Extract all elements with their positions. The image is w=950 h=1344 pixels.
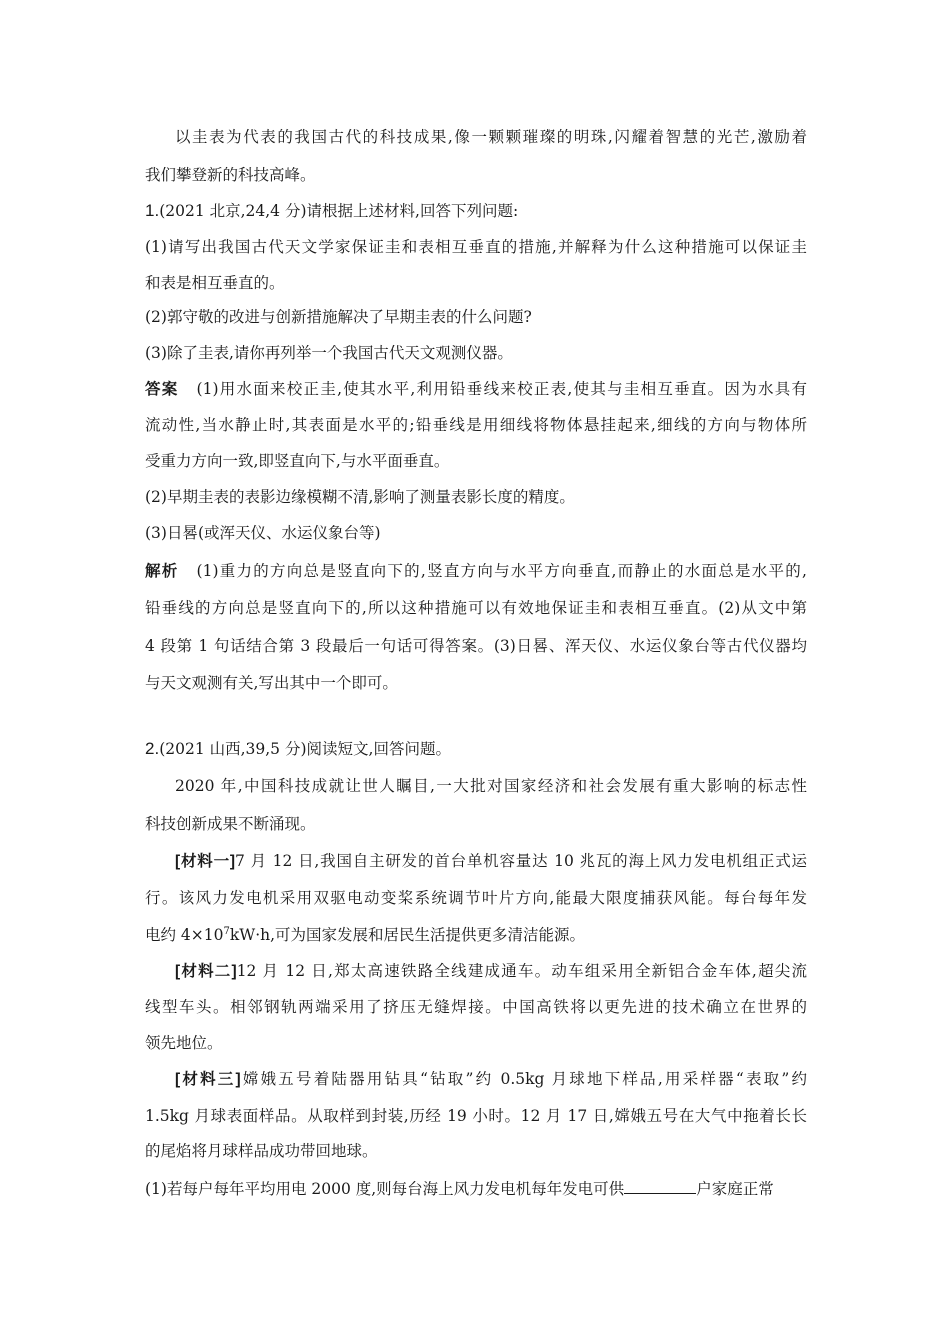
q2-material-1-line-2: 行。该风力发电机采用双驱电动变桨系统调节叶片方向,能最大限度捕获风能。每台每年发 (145, 889, 807, 907)
material-1-label: [材料一] (175, 853, 236, 870)
q2-material-2-line-2: 线型车头。相邻钢轨两端采用了挤压无缝焊接。中国高铁将以更先进的技术确立在世界的 (145, 998, 807, 1016)
analysis-text-1: (1)重力的方向总是竖直向下的,竖直方向与水平方向垂直,而静止的水面总是水平的, (196, 562, 807, 580)
q2-para-line-2: 科技创新成果不断涌现。 (145, 815, 316, 833)
material-1-text-1: 7 月 12 日,我国自主研发的首台单机容量达 10 兆瓦的海上风力发电机组正式运 (235, 852, 808, 870)
q1-answer-line-3: 受重力方向一致,即竖直向下,与水平面垂直。 (145, 452, 450, 470)
q1-analysis-line-1 (145, 561, 807, 582)
q1-header (145, 201, 807, 221)
q1-answer-line-2: 流动性,当水静止时,其表面是水平的;铅垂线是用细线将物体悬挂起来,细线的方向与物体所 (145, 416, 807, 434)
q1-number: 1. (145, 201, 160, 220)
answer-text-1: (1)用水面来校正圭,使其水平,利用铅垂线来校正表,使其与圭相互垂直。因为水具有 (196, 380, 807, 398)
q2-material-1-line-3 (145, 925, 807, 945)
q1-answer-line-1 (145, 379, 807, 400)
material-1-text-3a: 电约 4×10 (145, 926, 224, 944)
material-3-text-1: 嫦娥五号着陆器用钻具“钻取”约 0.5kg 月球地下样品,用采样器“表取”约 (240, 1070, 808, 1088)
q2-sub1-text-b: 户家庭正常 (696, 1180, 774, 1198)
q1-analysis-line-3: 4 段第 1 句话结合第 3 段最后一句话可得答案。(3)日晷、浑天仪、水运仪象台等古代仪器均 (145, 637, 807, 655)
q1-analysis-line-2: 铅垂线的方向总是竖直向下的,所以这种措施可以有效地保证圭和表相互垂直。(2)从文中第 (145, 599, 807, 617)
answer-blank[interactable] (624, 1178, 696, 1194)
intro-line-1: 以圭表为代表的我国古代的科技成果,像一颗颗璀璨的明珠,闪耀着智慧的光芒,激励着 (175, 128, 807, 146)
material-1-text-3b: kW·h,可为国家发展和居民生活提供更多清洁能源。 (229, 926, 586, 944)
exponent: 7 (223, 925, 230, 937)
q2-material-3-line-2: 1.5kg 月球表面样品。从取样到封装,历经 19 小时。12 月 17 日,嫦娥五号在大气中拖着长长 (145, 1107, 807, 1125)
material-2-label: [材料二] (175, 963, 237, 980)
q2-material-1-line-1 (175, 851, 807, 872)
q2-sub1 (145, 1178, 807, 1199)
q2-material-2-line-1 (175, 961, 807, 982)
material-3-label: [材料三] (175, 1071, 241, 1088)
q2-number: 2. (145, 739, 160, 758)
q2-material-3-line-3: 的尾焰将月球样品成功带回地球。 (145, 1142, 378, 1160)
q2-material-3-line-1 (175, 1069, 807, 1090)
q2-header (145, 739, 807, 759)
q2-material-2-line-3: 领先地位。 (145, 1034, 223, 1052)
q1-sub1-line-2: 和表是相互垂直的。 (145, 274, 285, 292)
intro-line-2: 我们攀登新的科技高峰。 (145, 166, 316, 184)
analysis-label: 解析 (145, 563, 179, 580)
q1-answer-2: (2)早期圭表的表影边缘模糊不清,影响了测量表影长度的精度。 (145, 488, 575, 506)
q1-header-text: (2021 北京,24,4 分)请根据上述材料,回答下列问题: (159, 202, 519, 220)
q1-sub2: (2)郭守敬的改进与创新措施解决了早期圭表的什么问题? (145, 308, 532, 326)
q1-analysis-line-4: 与天文观测有关,写出其中一个即可。 (145, 674, 398, 692)
answer-label: 答案 (145, 381, 179, 398)
q2-sub1-text-a: (1)若每户每年平均用电 2000 度,则每台海上风力发电机每年发电可供 (145, 1180, 625, 1198)
q2-header-text: (2021 山西,39,5 分)阅读短文,回答问题。 (159, 740, 451, 758)
q1-sub1-line-1: (1)请写出我国古代天文学家保证圭和表相互垂直的措施,并解释为什么这种措施可以保证圭 (145, 238, 807, 256)
material-2-text-1: 12 月 12 日,郑太高速铁路全线建成通车。动车组采用全新铝合金车体,超尖流 (236, 962, 807, 980)
q2-para-line-1: 2020 年,中国科技成就让世人瞩目,一大批对国家经济和社会发展有重大影响的标志性 (175, 777, 807, 795)
q1-answer-3: (3)日晷(或浑天仪、水运仪象台等) (145, 524, 381, 542)
q1-sub3: (3)除了圭表,请你再列举一个我国古代天文观测仪器。 (145, 344, 513, 362)
